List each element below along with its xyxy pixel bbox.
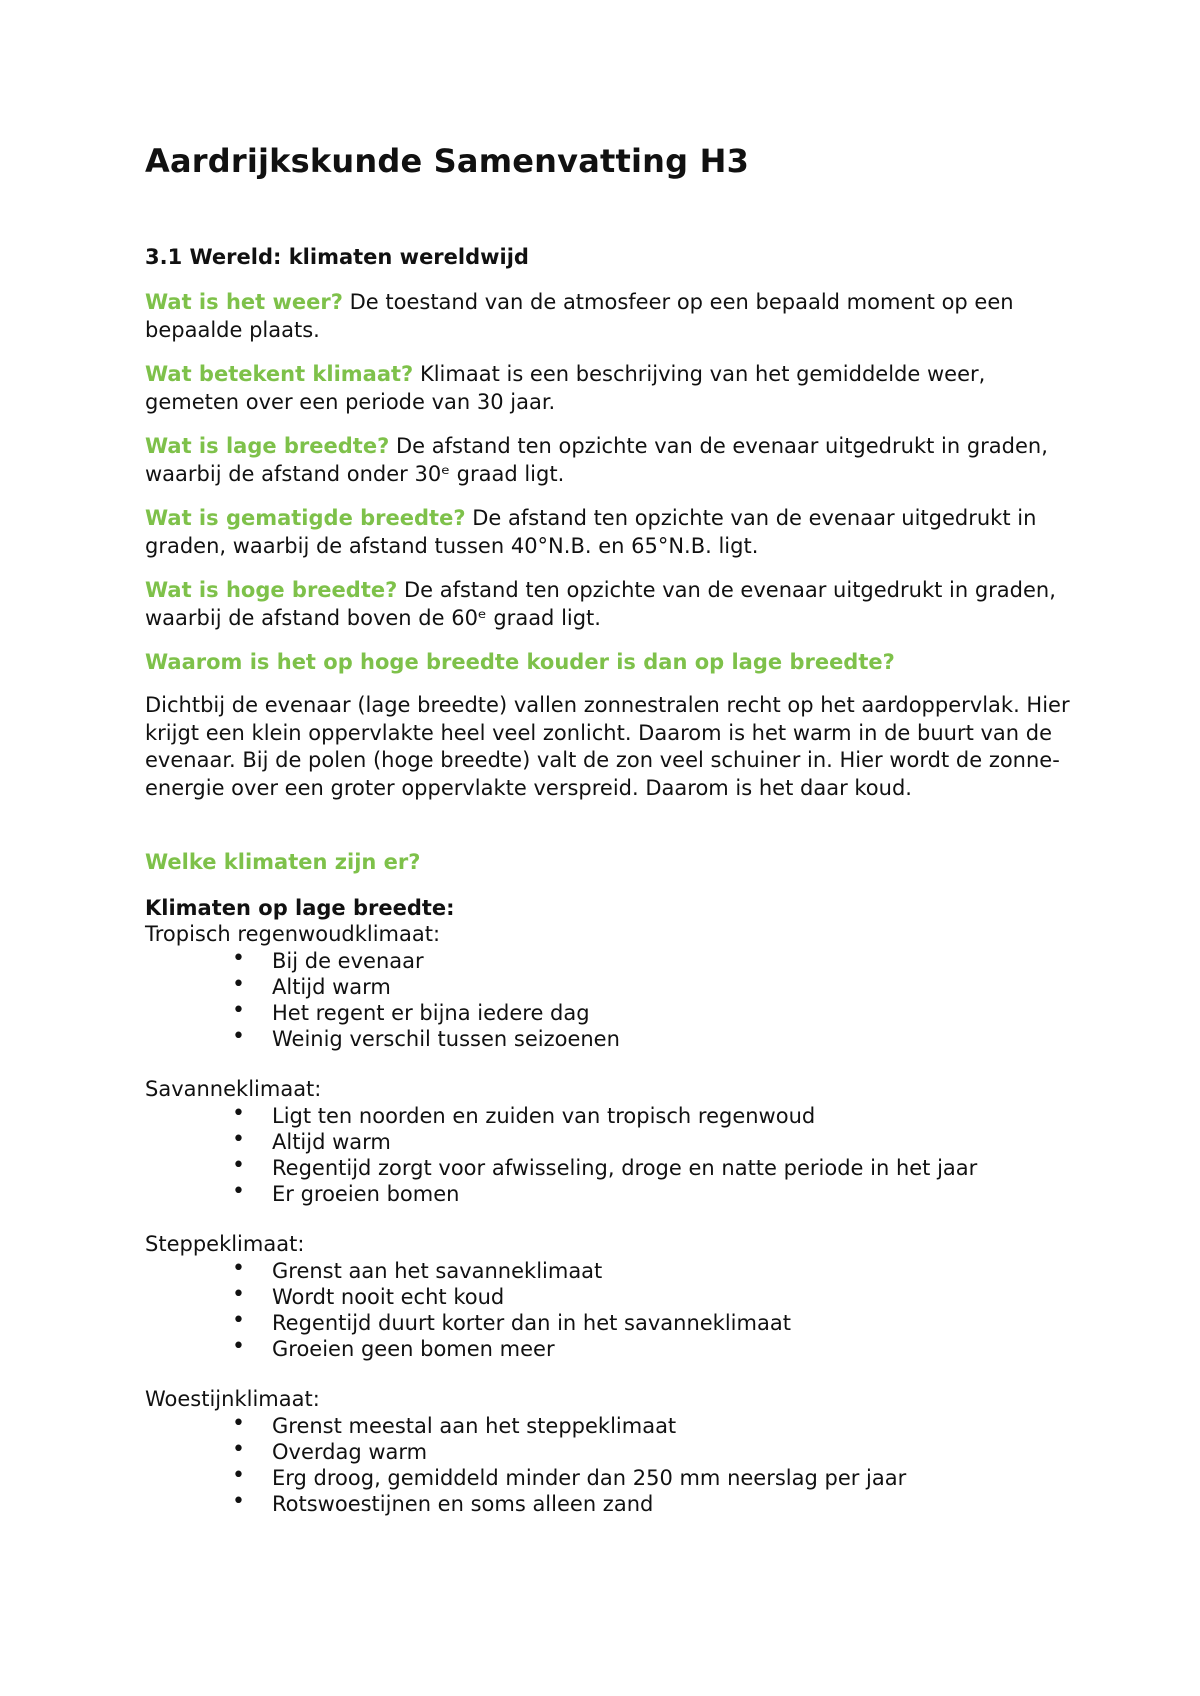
answer-text: De afstand ten opzichte van de evenaar uitgedrukt in graden, waarbij de afstand tussen 40°N.B. en 65°N.B. ligt. (145, 506, 1037, 558)
list-item: • Overdag warm (232, 1439, 906, 1465)
qa-klimaat (145, 360, 1075, 416)
list-item: • Regentijd duurt korter dan in het savanneklimaat (232, 1310, 791, 1336)
climate-list-woestijn (232, 1413, 906, 1517)
answer-text: De afstand ten opzichte van de evenaar uitgedrukt in graden, waarbij de afstand onder 30ᵉ graad ligt. (145, 434, 1048, 486)
list-item: • Weinig verschil tussen seizoenen (232, 1026, 620, 1052)
list-item: • Grenst meestal aan het steppeklimaat (232, 1413, 906, 1439)
question-label: Wat is gematigde breedte? (145, 506, 466, 530)
climate-name-steppe: Steppeklimaat: (145, 1232, 305, 1256)
climate-name-tropisch: Tropisch regenwoudklimaat: (145, 922, 441, 946)
answer-text: Klimaat is een beschrijving van het gemiddelde weer, gemeten over een periode van 30 jaar. (145, 362, 986, 414)
list-item: • Het regent er bijna iedere dag (232, 1000, 620, 1026)
answer-why-colder: Dichtbij de evenaar (lage breedte) vallen zonnestralen recht op het aardoppervlak. Hier krijgt een klein oppervlakte heel veel zonlicht. Daarom is het warm in de buurt van de evenaar. Bij de polen (hoge breedte) valt de zon veel schuiner in. Hier wordt de zonne-energie over een groter oppervlakte verspreid. Daarom is het daar koud. (145, 693, 1070, 800)
list-item: • Ligt ten noorden en zuiden van tropisch regenwoud (232, 1103, 977, 1129)
climate-list-steppe (232, 1258, 791, 1362)
climate-list-tropisch (232, 948, 620, 1052)
list-item: • Grenst aan het savanneklimaat (232, 1258, 791, 1284)
list-item: • Er groeien bomen (232, 1181, 977, 1207)
list-item: • Rotswoestijnen en soms alleen zand (232, 1491, 906, 1517)
question-label: Wat is het weer? (145, 290, 343, 314)
list-item: • Altijd warm (232, 974, 620, 1000)
question-label: Wat betekent klimaat? (145, 362, 414, 386)
climate-name-woestijn: Woestijnklimaat: (145, 1387, 320, 1411)
low-latitude-heading: Klimaten op lage breedte: (145, 896, 455, 920)
list-item: • Altijd warm (232, 1129, 977, 1155)
list-item: • Erg droog, gemiddeld minder dan 250 mm neerslag per jaar (232, 1465, 906, 1491)
question-label: Wat is hoge breedte? (145, 578, 398, 602)
climate-list-savanne (232, 1103, 977, 1207)
answer-text: De toestand van de atmosfeer op een bepaald moment op een bepaalde plaats. (145, 290, 1014, 342)
list-item: • Bij de evenaar (232, 948, 620, 974)
qa-lage-breedte (145, 432, 1075, 488)
question-why-colder: Waarom is het op hoge breedte kouder is dan op lage breedte? (145, 650, 895, 674)
question-which-climates: Welke klimaten zijn er? (145, 850, 421, 874)
list-item: • Wordt nooit echt koud (232, 1284, 791, 1310)
document-title: Aardrijkskunde Samenvatting H3 (145, 142, 750, 180)
qa-weer (145, 288, 1075, 344)
section-heading: 3.1 Wereld: klimaten wereldwijd (145, 245, 529, 269)
list-item: • Regentijd zorgt voor afwisseling, droge en natte periode in het jaar (232, 1155, 977, 1181)
question-label: Wat is lage breedte? (145, 434, 390, 458)
list-item: • Groeien geen bomen meer (232, 1336, 791, 1362)
answer-text: De afstand ten opzichte van de evenaar uitgedrukt in graden, waarbij de afstand boven de 60ᵉ graad ligt. (145, 578, 1056, 630)
qa-gematigde-breedte (145, 504, 1075, 560)
climate-name-savanne: Savanneklimaat: (145, 1077, 322, 1101)
qa-hoge-breedte (145, 576, 1075, 632)
